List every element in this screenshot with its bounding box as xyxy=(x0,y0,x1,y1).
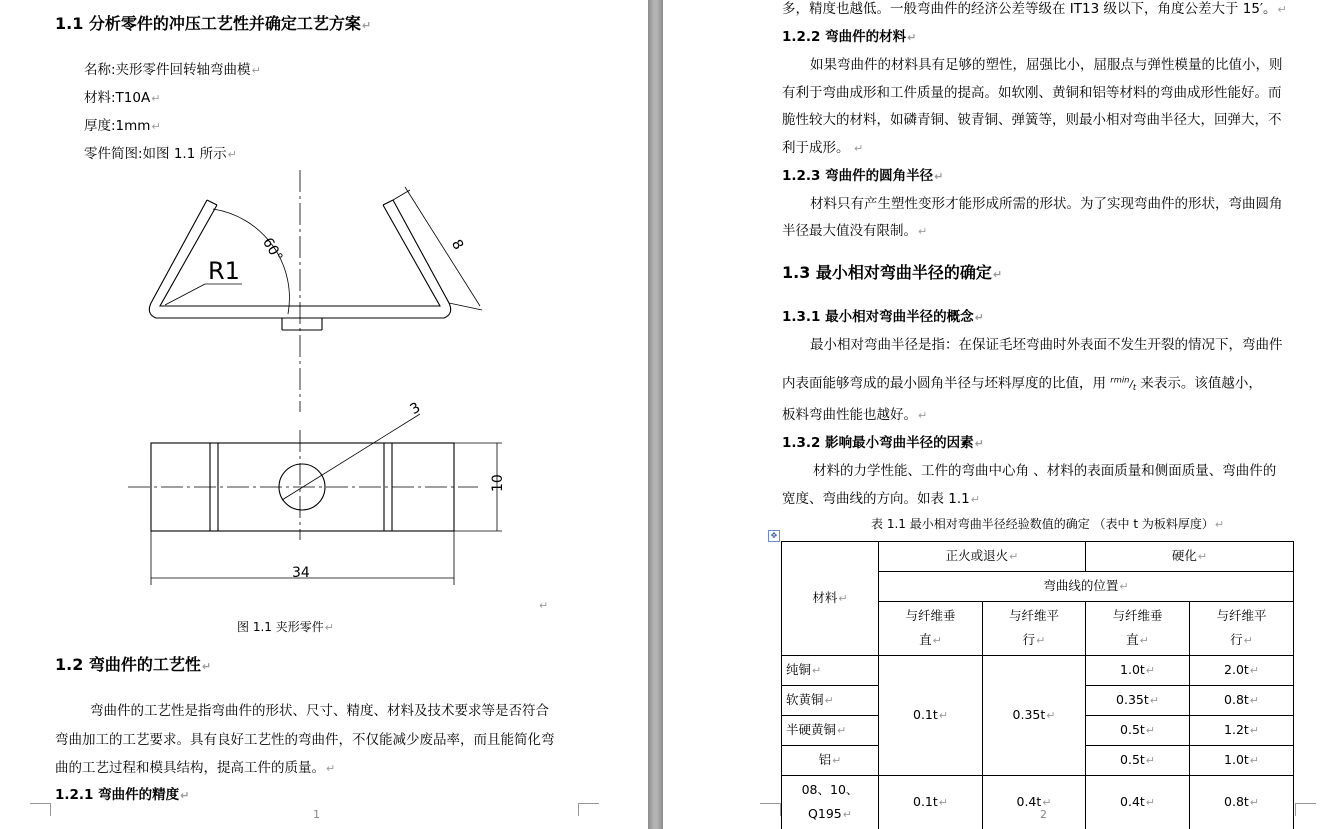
dim-34-label: 34 xyxy=(292,565,310,581)
part-sketch: 零件简图:如图 1.1 所示↵ xyxy=(84,146,237,162)
part-material: 材料:T10A↵ xyxy=(84,90,161,106)
heading-1-1: 1.1 分析零件的冲压工艺性并确定工艺方案↵ xyxy=(55,14,372,33)
th-bend-line-pos: 弯曲线的位置↵ xyxy=(879,572,1294,602)
heading-1-3-1: 1.3.1 最小相对弯曲半径的概念↵ xyxy=(782,309,984,325)
table-row xyxy=(782,776,1294,829)
formula-r-min-over-t: $^{rmin}/_t$ xyxy=(1110,375,1137,393)
page-gap xyxy=(648,0,663,829)
th-hardened-perp: 与纤维垂 直↵ xyxy=(1086,602,1190,656)
p122-line-2: 有利于弯曲成形和工件质量的提高。如软刚、黄铜和铝等材料的弯曲成形性能好。而 xyxy=(782,85,1282,101)
cell-hardened-para: 1.0t↵ xyxy=(1190,746,1294,776)
page-number: 1 xyxy=(313,808,320,821)
cell-hardened-perp: 0.5t↵ xyxy=(1086,716,1190,746)
p131-line-1: 最小相对弯曲半径是指：在保证毛坯弯曲时外表面不发生开裂的情况下，弯曲件 xyxy=(810,337,1283,353)
crop-mark xyxy=(30,803,51,816)
cell-hardened-para: 1.2t↵ xyxy=(1190,716,1294,746)
p131-line-2: 内表面能够弯成的最小圆角半径与坯料厚度的比值，用 $^{rmin}/_t$ 来表示。该值越小， xyxy=(782,375,1262,393)
figure-caption: 图 1.1 夹形零件↵ xyxy=(237,620,334,634)
crop-mark xyxy=(1295,803,1316,816)
cell-material: 半硬黄铜↵ xyxy=(782,716,879,746)
cell-material: 软黄铜↵ xyxy=(782,686,879,716)
dim-8-label: 8 xyxy=(447,237,467,253)
crop-mark xyxy=(578,803,599,816)
th-annealed: 正火或退火↵ xyxy=(879,542,1086,572)
th-annealed-perp: 与纤维垂 直↵ xyxy=(879,602,983,656)
paragraph-mark: ↵ xyxy=(539,599,549,612)
th-material: 材料↵ xyxy=(782,542,879,656)
th-annealed-para: 与纤维平 行↵ xyxy=(983,602,1086,656)
cell-material: 08、10、 Q195↵ xyxy=(782,776,879,829)
cell-hardened-perp: 0.4t↵ xyxy=(1086,776,1190,829)
cell-annealed-para: 0.4t↵ xyxy=(983,776,1086,829)
cell-hardened-para: 0.8t↵ xyxy=(1190,686,1294,716)
p131-line-3: 板料弯曲性能也越好。↵ xyxy=(782,407,928,423)
p132-line-2: 宽度、弯曲线的方向。如表 1.1↵ xyxy=(782,491,980,507)
p122-line-1: 如果弯曲件的材料具有足够的塑性，屈强比小，屈服点与弹性模量的比值小，则 xyxy=(810,57,1283,73)
th-hardened-para: 与纤维平 行↵ xyxy=(1190,602,1294,656)
part-drawing xyxy=(0,0,648,620)
para-1-2-line-2: 弯曲加工的工艺要求。具有良好工艺性的弯曲件，不仅能减少废品率，而且能简化弯 xyxy=(55,732,555,748)
radius-label: R1 xyxy=(208,257,240,285)
th-hardened: 硬化↵ xyxy=(1086,542,1294,572)
p122-line-3: 脆性较大的材料，如磷青铜、铍青铜、弹簧等，则最小相对弯曲半径大，回弹大，不 xyxy=(782,112,1282,128)
page-number: 2 xyxy=(1040,808,1047,821)
dim-10-label: 10 xyxy=(490,474,506,492)
heading-1-2-3: 1.2.3 弯曲件的圆角半径↵ xyxy=(782,168,944,184)
cell-material: 纯铜↵ xyxy=(782,656,879,686)
part-name: 名称:夹形零件回转轴弯曲模↵ xyxy=(84,62,261,78)
heading-1-2-2: 1.2.2 弯曲件的材料↵ xyxy=(782,29,917,45)
p123-line-2: 半径最大值没有限制。↵ xyxy=(782,223,928,239)
cell-group-annealed-perp: 0.1t↵ xyxy=(879,656,983,776)
cell-material: 铝↵ xyxy=(782,746,879,776)
cell-hardened-perp: 0.5t↵ xyxy=(1086,746,1190,776)
heading-1-3: 1.3 最小相对弯曲半径的确定↵ xyxy=(782,263,1003,282)
page-1 xyxy=(0,0,648,829)
para-1-2-line-3: 曲的工艺过程和模具结构，提高工件的质量。↵ xyxy=(55,760,336,776)
table-caption: 表 1.1 最小相对弯曲半径经验数值的确定 （表中 t 为板料厚度）↵ xyxy=(871,517,1225,531)
table-row xyxy=(782,542,1294,572)
part-thickness: 厚度:1mm↵ xyxy=(84,118,161,134)
cell-group-annealed-para: 0.35t↵ xyxy=(983,656,1086,776)
cell-hardened-perp: 1.0t↵ xyxy=(1086,656,1190,686)
angle-label: 60° xyxy=(259,235,286,265)
cell-hardened-para: 0.8t↵ xyxy=(1190,776,1294,829)
page-2 xyxy=(663,0,1323,829)
p132-line-1: 材料的力学性能、工件的弯曲中心角 、材料的表面质量和侧面质量、弯曲件的 xyxy=(813,463,1277,479)
table-row xyxy=(782,656,1294,686)
top-line: 多，精度也越低。一般弯曲件的经济公差等级在 IT13 级以下，角度公差大于 15′。↵ xyxy=(782,1,1287,17)
cell-hardened-para: 2.0t↵ xyxy=(1190,656,1294,686)
cell-annealed-perp: 0.1t↵ xyxy=(879,776,983,829)
crop-mark xyxy=(760,803,781,816)
heading-1-3-2: 1.3.2 影响最小弯曲半径的因素↵ xyxy=(782,435,984,451)
p123-line-1: 材料只有产生塑性变形才能形成所需的形状。为了实现弯曲件的形状，弯曲圆角 xyxy=(810,196,1283,212)
heading-1-2: 1.2 弯曲件的工艺性↵ xyxy=(55,655,212,674)
p122-line-4: 利于成形。 ↵ xyxy=(782,140,864,156)
bend-radius-table xyxy=(781,541,1294,829)
para-1-2-line-1: 弯曲件的工艺性是指弯曲件的形状、尺寸、精度、材料及技术要求等是否符合 xyxy=(90,703,549,719)
dim-3-label: 3 xyxy=(407,399,424,418)
cell-hardened-perp: 0.35t↵ xyxy=(1086,686,1190,716)
heading-1-2-1: 1.2.1 弯曲件的精度↵ xyxy=(55,787,190,803)
table-move-handle-icon[interactable]: ✥ xyxy=(768,530,780,542)
